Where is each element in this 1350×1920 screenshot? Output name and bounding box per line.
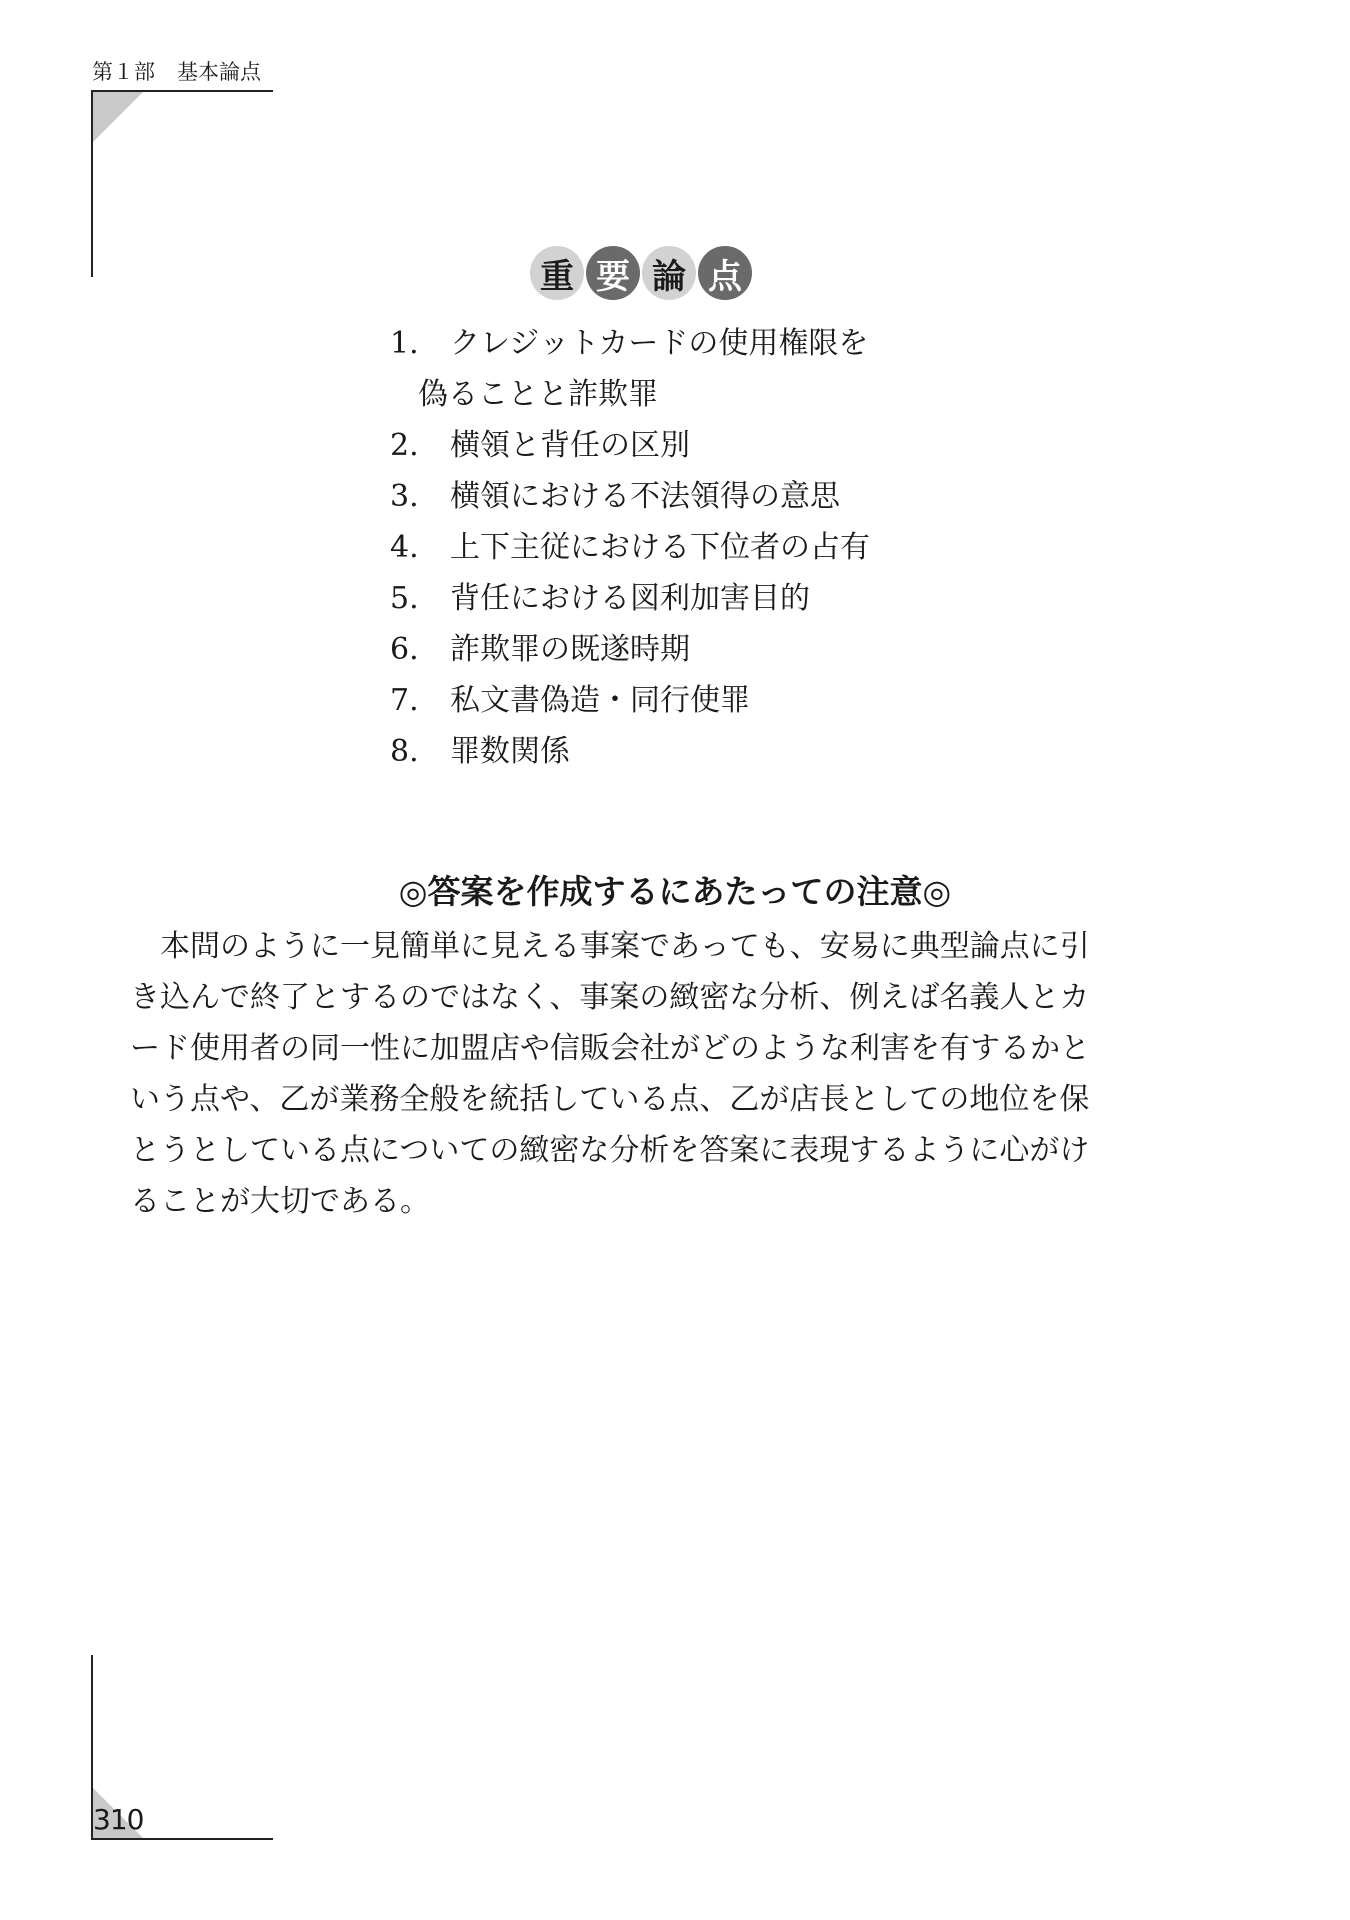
item-number: 5. [390,581,419,616]
item-number: 6. [390,632,419,667]
list-item [390,420,870,471]
notice-body [130,921,1160,1227]
item-number: 4. [390,530,419,565]
item-number: 1. [390,326,419,361]
header-corner-triangle [93,92,143,142]
key-points-title-char: 論 [642,246,696,300]
list-item [390,318,870,420]
chapter-label: 基本論点 [177,60,261,84]
notice-line: 本問のように一見簡単に見える事案であっても、安易に典型論点に引 [130,929,1090,964]
key-points-list [390,318,870,777]
item-text: 罪数関係 [450,734,570,769]
item-text: 詐欺罪の既遂時期 [450,632,690,667]
item-number: 7. [390,683,419,718]
part-label: 第１部 [92,60,155,84]
notice-line: いう点や、乙が業務全般を統括している点、乙が店長としての地位を保 [130,1082,1090,1117]
notice-line: とうとしている点についての緻密な分析を答案に表現するように心がけ [130,1133,1090,1168]
list-item [390,624,870,675]
list-item [390,726,870,777]
key-points-title-char: 重 [530,246,584,300]
key-points-title-char: 点 [698,246,752,300]
list-item [390,573,870,624]
item-number: 3. [390,479,419,514]
notice-title: ◎答案を作成するにあたっての注意◎ [398,872,952,911]
key-points-title-char: 要 [586,246,640,300]
list-item [390,522,870,573]
page-number: 310 [93,1803,144,1836]
item-text-continued: 偽ることと詐欺罪 [418,377,658,412]
item-text: クレジットカードの使用権限を [450,326,869,361]
item-number: 8. [390,734,419,769]
notice-line: ることが大切である。 [130,1184,430,1219]
item-text: 横領における不法領得の意思 [450,479,840,514]
list-item [390,675,870,726]
item-text: 私文書偽造・同行使罪 [450,683,750,718]
item-number: 2. [390,428,419,463]
footer-rule [91,1838,273,1840]
notice-line: ード使用者の同一性に加盟店や信販会社がどのような利害を有するかと [130,1031,1090,1066]
item-text: 背任における図利加害目的 [450,581,810,616]
key-points-title [530,246,752,302]
running-head [92,56,261,86]
item-text: 横領と背任の区別 [450,428,690,463]
notice-line: き込んで終了とするのではなく、事案の緻密な分析、例えば名義人とカ [130,980,1090,1015]
item-text: 上下主従における下位者の占有 [450,530,870,565]
list-item [390,471,870,522]
